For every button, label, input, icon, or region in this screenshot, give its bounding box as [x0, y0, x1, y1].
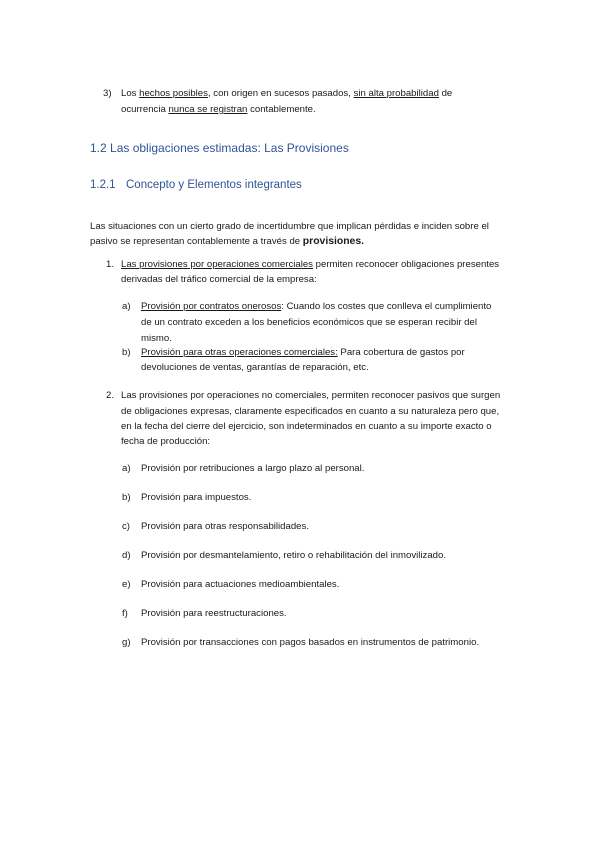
list-2-number: 2.: [106, 390, 115, 401]
list-2-item: Provisión por retribuciones a largo plazo al personal.: [141, 463, 365, 474]
intro-line-2: [90, 234, 364, 250]
item-3-number: 3): [103, 88, 112, 99]
intro-line-1: Las situaciones con un cierto grado de incertidumbre que implican pérdidas e inciden sobre el: [90, 221, 489, 232]
list-1-item-b-line-2: devoluciones de ventas, garantías de reparación, etc.: [141, 362, 369, 373]
list-2-item: Provisión para actuaciones medioambientales.: [141, 579, 340, 590]
list-1-item-a-line-2: de un contrato exceden a los beneficios económicos que se esperan recibir del: [141, 317, 477, 328]
item-3-text: de: [438, 88, 453, 99]
item-3-line-1: [121, 86, 452, 102]
list-2-item: Provisión por transacciones con pagos basados en instrumentos de patrimonio.: [141, 637, 480, 648]
list-2-item-letter: e): [122, 579, 131, 590]
list-2-line-2: de obligaciones expresas, claramente especificados en cuanto a su naturaleza pero que,: [121, 406, 500, 417]
list-1-line-2: derivadas del tráfico comercial de la empresa:: [121, 274, 317, 285]
intro-bold-term: provisiones.: [302, 236, 365, 247]
item-3-text: ocurrencia: [121, 104, 169, 115]
list-1-line-1: [121, 257, 499, 273]
list-1-number: 1.: [106, 259, 115, 270]
list-1-text: permiten reconocer obligaciones presentes: [312, 259, 500, 270]
list-1-item-b-term: Provisión para otras operaciones comerciales:: [141, 347, 338, 358]
item-3-text: Los: [121, 88, 140, 99]
item-3-underlined-text: hechos posibles: [139, 88, 208, 99]
list-1-item-a-letter: a): [122, 301, 131, 312]
list-2-item-letter: b): [122, 492, 131, 503]
list-1-item-a-term: Provisión por contratos onerosos: [141, 301, 282, 312]
list-2-item: Provisión para impuestos.: [141, 492, 252, 503]
list-2-item-letter: f): [122, 608, 128, 619]
item-3-line-2: [121, 102, 316, 118]
list-2-item: Provisión para reestructuraciones.: [141, 608, 287, 619]
list-1-item-a-text: : Cuando los costes que conlleva el cumplimiento: [281, 301, 492, 312]
item-3-text: contablemente.: [247, 104, 316, 115]
subsection-title: Concepto y Elementos integrantes: [126, 179, 302, 191]
section-heading: 1.2 Las obligaciones estimadas: Las Provisiones: [90, 141, 349, 155]
subsection-number: 1.2.1: [90, 179, 116, 191]
list-1-item-b-letter: b): [122, 347, 131, 358]
list-2-line-4: fecha de producción:: [121, 436, 211, 447]
item-3-underlined-text: nunca se registran: [168, 104, 248, 115]
list-2-item-letter: c): [122, 521, 130, 532]
list-2-item: Provisión por desmantelamiento, retiro o rehabilitación del inmovilizado.: [141, 550, 447, 561]
list-1-underlined-text: Las provisiones por operaciones comerciales: [121, 259, 313, 270]
list-2-line-3: en la fecha del cierre del ejercicio, son indeterminados en cuanto a su importe exacto o: [121, 421, 492, 432]
item-3-underlined-text: sin alta probabilidad: [353, 88, 439, 99]
list-1-item-a-line-1: [141, 299, 491, 315]
list-2-item-letter: d): [122, 550, 131, 561]
item-3-text: , con origen en sucesos pasados,: [207, 88, 354, 99]
list-2-item-letter: a): [122, 463, 131, 474]
list-1-item-a-line-3: mismo.: [141, 333, 172, 344]
intro-text: pasivo se representan contablemente a través de: [90, 236, 303, 247]
list-1-item-b-text: Para cobertura de gastos por: [337, 347, 465, 358]
list-2-item-letter: g): [122, 637, 131, 648]
list-2-line-1: Las provisiones por operaciones no comerciales, permiten reconocer pasivos que surgen: [121, 390, 501, 401]
list-2-item: Provisión para otras responsabilidades.: [141, 521, 309, 532]
list-1-item-b-line-1: [141, 345, 465, 361]
